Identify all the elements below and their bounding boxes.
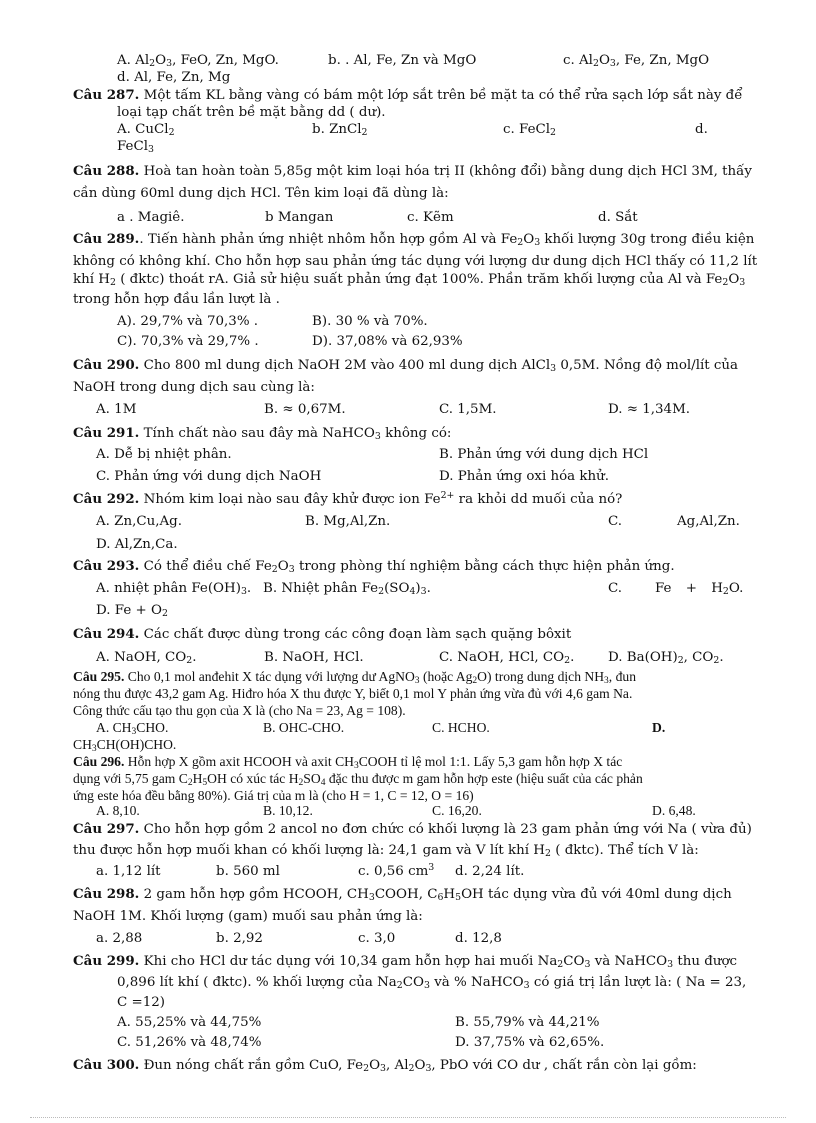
q297-option-d: d. 2,24 lít. (455, 864, 525, 879)
q287-text-1: Một tấm KL bằng vàng có bám một lớp sắt trên bề mặt ta có thể rửa sạch lớp sắt này để (143, 88, 743, 103)
q288-option-a: a . Magiê. (117, 210, 185, 225)
page-bottom-divider (30, 1117, 786, 1118)
q295-option-a: A. $CH_3CHO$. (96, 720, 169, 737)
q291-option-a: A. Dễ bị nhiệt phân. (96, 447, 232, 462)
q300-line-1 (73, 1057, 697, 1074)
q289-text-4: trong hỗn hợp đầu lần lượt là . (73, 292, 280, 307)
q298-option-c: c. 3,0 (358, 931, 396, 946)
q294-option-b: B. NaOH, HCl. (264, 650, 364, 665)
q299-text-3: C =12) (117, 995, 165, 1010)
q287-option-d: FeCl$_3$ (117, 139, 154, 155)
q291-text-1: Tính chất nào sau đây mà NaHCO$_3$ không có: (143, 426, 452, 442)
q298-text-2: NaOH 1M. Khối lượng (gam) muối sau phản ứng là: (73, 909, 423, 924)
q298-option-d: d. 12,8 (455, 931, 502, 946)
q287-option-a: A. CuCl$_2$ (117, 122, 175, 138)
q292-option-a: A. Zn,Cu,Ag. (96, 514, 182, 529)
q296-option-c: C. 16,20. (432, 803, 482, 818)
q297-text-2: thu được hỗn hợp muối khan có khối lượng là: 24,1 gam và V lít khí $H_2$ ( đktc). Thể tích V là: (73, 843, 699, 859)
q300-number: Câu 300. (73, 1057, 140, 1073)
q290-option-d: D. ≈ 1,34M. (608, 402, 691, 417)
q287-number: Câu 287. (73, 87, 140, 103)
q299-option-d: D. 37,75% và 62,65%. (455, 1035, 605, 1050)
q293-option-b: B. Nhiệt phân $Fe_2(SO_4)_3$. (263, 581, 431, 597)
q287-option-b: b. ZnCl$_2$ (312, 122, 368, 138)
q291-option-d: D. Phản ứng oxi hóa khử. (439, 469, 610, 484)
q291-option-b: B. Phản ứng với dung dịch HCl (439, 447, 649, 462)
q290-text-2: NaOH trong dung dịch sau cùng là: (73, 380, 315, 395)
q299-line-1 (73, 953, 737, 970)
q287-line-1 (73, 87, 742, 104)
q293-option-c-value: $Fe + H_2O$. (655, 581, 744, 597)
q292-option-c: C. (608, 514, 623, 529)
q288-number: Câu 288. (73, 163, 140, 179)
q294-option-a: A. NaOH, $CO_2$. (96, 650, 197, 666)
q296-option-b: B. 10,12. (263, 803, 313, 818)
q291-line-1 (73, 425, 451, 442)
q292-option-c-value: Ag,Al,Zn. (677, 514, 740, 529)
q292-text-1: Nhóm kim loại nào sau đây khử được ion $Fe^{2+}$ ra khỏi dd muối của nó? (143, 490, 623, 507)
q287-text-2: loại tạp chất trên bề mặt bằng dd ( dư). (117, 105, 386, 120)
q295-option-c: C. HCHO. (432, 720, 490, 735)
q288-option-b: b Mangan (265, 210, 334, 225)
q296-text-2: dụng với 5,75 gam $C_2H_5OH$ có xúc tác $H_2SO_4$ đặc thu được m gam hỗn hợp este (hiệu suất của các phản (73, 771, 643, 788)
q299-text-1: Khi cho HCl dư tác dụng với 10,34 gam hỗn hợp hai muối $Na_2CO_3$ và NaHCO$_3$ thu được (143, 954, 738, 970)
q297-line-1 (73, 821, 752, 838)
q290-option-a: A. 1M (96, 402, 137, 417)
q294-text-1: Các chất được dùng trong các công đoạn làm sạch quặng bôxit (143, 627, 572, 642)
q296-text-3: ứng este hóa đều bằng 80%). Giá trị của m là (cho H = 1, C = 12, O = 16) (73, 788, 474, 803)
q299-text-2: 0,896 lít khí ( đktc). % khối lượng của $Na_2CO_3$ và % NaHCO$_3$ có giá trị lần lượt là: ( Na = 23, (117, 975, 747, 991)
q290-line-1 (73, 357, 738, 374)
q298-option-a: a. 2,88 (96, 931, 143, 946)
q293-number: Câu 293. (73, 558, 140, 574)
q288-option-c: c. Kẽm (407, 210, 454, 225)
q289-number: Câu 289. (73, 231, 140, 247)
q286-option-d: d. Al, Fe, Zn, Mg (117, 70, 231, 85)
q298-line-1 (73, 886, 732, 903)
q298-text-1: 2 gam hỗn hợp gồm HCOOH, $CH_3COOH$, $C_6H_5OH$ tác dụng vừa đủ với 40ml dung dịch (143, 887, 732, 903)
q288-option-d: d. Sắt (598, 210, 638, 225)
q293-line-1 (73, 558, 675, 575)
q290-option-b: B. ≈ 0,67M. (264, 402, 346, 417)
q289-option-a: A). 29,7% và 70,3% . (117, 314, 259, 329)
q297-option-a: a. 1,12 lít (96, 864, 161, 879)
q286-option-a: A. $Al_2O_3$, FeO, Zn, MgO. (117, 53, 279, 69)
q289-option-b: B). 30 % và 70%. (312, 314, 428, 329)
q297-number: Câu 297. (73, 821, 140, 837)
q296-number: Câu 296. (73, 754, 125, 769)
q293-option-a: A. nhiệt phân $Fe(OH)_3$. (96, 581, 252, 597)
q297-option-b: b. 560 ml (216, 864, 280, 879)
q287-option-c: c. FeCl$_2$ (503, 122, 556, 138)
q291-number: Câu 291. (73, 425, 140, 441)
q289-option-c: C). 70,3% và 29,7% . (117, 334, 259, 349)
q296-line-1 (73, 753, 622, 770)
q295-text-3: Công thức cấu tạo thu gọn của X là (cho Na = 23, Ag = 108). (73, 703, 406, 718)
q300-text-1: Đun nóng chất rắn gồm CuO, $Fe_2O_3$, $Al_2O_3$, PbO với CO dư , chất rắn còn lại gồm: (143, 1058, 697, 1074)
q295-line-1 (73, 668, 636, 685)
q287-option-d-letter: d. (695, 122, 708, 137)
q296-text-1: Hỗn hợp X gồm axit HCOOH và axit $CH_3COOH$ tỉ lệ mol 1:1. Lấy 5,3 gam hỗn hợp X tác (127, 754, 623, 771)
q293-text-1: Có thể điều chế $Fe_2O_3$ trong phòng thí nghiệm bằng cách thực hiện phản ứng. (143, 559, 675, 575)
q289-text-2: không có không khí. Cho hỗn hợp sau phản ứng tác dụng với lượng dư dung dịch HCl thấy có 11,2 lít (73, 254, 758, 269)
q299-number: Câu 299. (73, 953, 140, 969)
q292-option-b: B. Mg,Al,Zn. (305, 514, 391, 529)
q290-number: Câu 290. (73, 357, 140, 373)
q299-option-b: B. 55,79% và 44,21% (455, 1015, 600, 1030)
q286-option-c: c. $Al_2O_3$, Fe, Zn, MgO (563, 53, 710, 69)
q294-option-d: D. $Ba(OH)_2$, $CO_2$. (608, 650, 724, 666)
q296-option-d: D. 6,48. (652, 803, 696, 818)
q295-option-d: $CH_3CH(OH)CHO$. (73, 737, 177, 754)
q290-option-c: C. 1,5M. (439, 402, 497, 417)
q295-text-1: Cho 0,1 mol anđehit X tác dụng với lượng dư AgNO$_3$ (hoặc $Ag_2O$) trong dung dịch $NH_3$, đun (127, 669, 636, 686)
q290-text-1: Cho 800 ml dung dịch NaOH 2M vào 400 ml dung dịch AlCl$_3$ 0,5M. Nồng độ mol/lít của (143, 358, 739, 374)
q298-option-b: b. 2,92 (216, 931, 263, 946)
q289-text-3: khí $H_2$ ( đktc) thoát rA. Giả sử hiệu suất phản ứng đạt 100%. Phần trăm khối lượng của Al và $Fe_2O_3$ (73, 272, 746, 288)
q292-number: Câu 292. (73, 491, 140, 507)
q288-line-1 (73, 163, 752, 180)
q289-text-1: . Tiến hành phản ứng nhiệt nhôm hỗn hợp gồm Al và $Fe_2O_3$ khối lượng 30g trong điều kiện (139, 232, 755, 248)
q297-text-1: Cho hỗn hợp gồm 2 ancol no đơn chức có khối lượng là 23 gam phản ứng với Na ( vừa đủ) (143, 822, 752, 837)
q296-option-a: A. 8,10. (96, 803, 140, 818)
q299-option-c: C. 51,26% và 48,74% (117, 1035, 262, 1050)
q293-option-d: D. $Fe + O_2$ (96, 603, 168, 619)
q291-option-c: C. Phản ứng với dung dịch NaOH (96, 469, 322, 484)
q299-option-a: A. 55,25% và 44,75% (117, 1015, 262, 1030)
q297-option-c: c. 0,56 $cm^3$ (358, 862, 435, 879)
q288-text-2: cần dùng 60ml dung dịch HCl. Tên kim loại đã dùng là: (73, 186, 449, 201)
q289-line-1 (73, 231, 754, 248)
q289-option-d: D). 37,08% và 62,93% (312, 334, 463, 349)
q292-option-d: D. Al,Zn,Ca. (96, 537, 178, 552)
q286-option-b: b. . Al, Fe, Zn và MgO (328, 53, 477, 68)
q294-option-c: C. NaOH, HCl, $CO_2$. (439, 650, 575, 666)
q294-number: Câu 294. (73, 626, 140, 642)
q295-option-b: B. OHC-CHO. (263, 720, 345, 735)
q295-text-2: nóng thu được 43,2 gam Ag. Hiđro hóa X thu được Y, biết 0,1 mol Y phản ứng vừa đủ với 4,6 gam Na. (73, 686, 633, 701)
q294-line-1 (73, 626, 571, 643)
q295-option-d-letter: D. (652, 720, 666, 735)
q293-option-c: C. (608, 581, 623, 596)
q298-number: Câu 298. (73, 886, 140, 902)
q292-line-1 (73, 491, 622, 508)
q288-text-1: Hoà tan hoàn toàn 5,85g một kim loại hóa trị II (không đổi) bằng dung dịch HCl 3M, thấy (143, 164, 752, 179)
q295-number: Câu 295. (73, 669, 125, 684)
